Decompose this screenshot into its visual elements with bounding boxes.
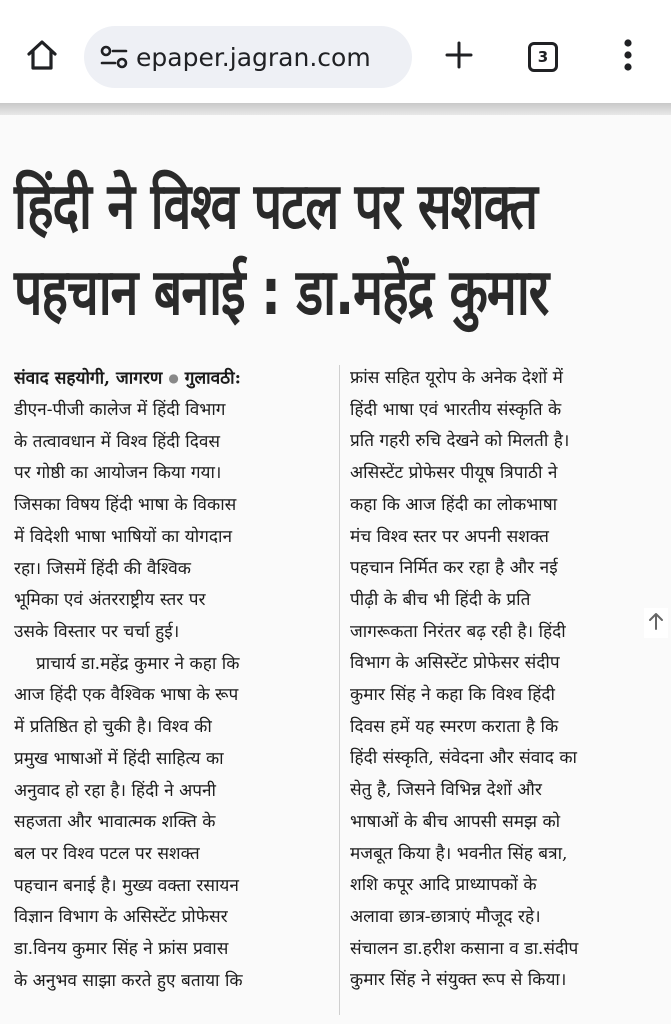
body-line: फ्रांस सहित यूरोप के अनेक देशों में bbox=[350, 368, 563, 388]
headline-line-1: हिंदी ने विश्व पटल पर सशक्त bbox=[14, 168, 538, 244]
plus-icon bbox=[444, 40, 474, 74]
address-bar[interactable] bbox=[84, 26, 412, 88]
body-line: में विदेशी भाषा भाषियों का योगदान bbox=[14, 526, 232, 547]
url-text[interactable]: epaper.jagran.com bbox=[136, 42, 371, 72]
body-line: मंच विश्व स्तर पर अपनी सशक्त bbox=[350, 526, 549, 547]
body-line: विज्ञान विभाग के असिस्टेंट प्रोफेसर bbox=[14, 907, 228, 928]
body-line: अलावा छात्र-छात्राएं मौजूद रहे। bbox=[350, 906, 541, 927]
body-line: अनुवाद हो रहा है। हिंदी ने अपनी bbox=[14, 780, 216, 801]
left-column bbox=[14, 363, 324, 997]
body-line: संचालन डा.हरीश कसाना व डा.संदीप bbox=[350, 938, 579, 959]
headline bbox=[14, 163, 659, 335]
body-line: बल पर विश्व पटल पर सशक्त bbox=[14, 843, 200, 864]
new-tab-button[interactable] bbox=[437, 35, 481, 79]
more-vert-icon bbox=[623, 38, 633, 76]
dateline-place: गुलावठी: bbox=[184, 368, 241, 389]
body-line: में प्रतिष्ठित हो चुकी है। विश्व की bbox=[14, 717, 212, 738]
body-line: प्रति गहरी रुचि देखने को मिलती है। bbox=[350, 431, 570, 452]
body-line: डीएन-पीजी कालेज में हिंदी विभाग bbox=[14, 400, 226, 421]
body-line: भाषाओं के बीच आपसी समझ को bbox=[350, 811, 561, 832]
body-line: कुमार सिंह ने संयुक्त रूप से किया। bbox=[350, 970, 567, 991]
right-column bbox=[350, 363, 660, 997]
body-line: पर गोष्ठी का आयोजन किया गया। bbox=[14, 463, 222, 484]
body-line: मजबूत किया है। भवनीत सिंह बत्रा, bbox=[350, 843, 568, 864]
body-line: दिवस हमें यह स्मरण कराता है कि bbox=[350, 716, 559, 737]
body-line: पहचान निर्मित कर रहा है और नई bbox=[350, 558, 558, 579]
byline: संवाद सहयोगी, जागरण bbox=[14, 368, 163, 389]
body-line: प्राचार्य डा.महेंद्र कुमार ने कहा कि bbox=[36, 653, 240, 674]
body-line: जागरूकता निरंतर बढ़ रही है। हिंदी bbox=[350, 621, 566, 642]
body-line: पीढ़ी के बीच भी हिंदी के प्रति bbox=[350, 589, 531, 610]
arrow-up-icon bbox=[648, 611, 664, 635]
headline-line-2: पहचान बनाई : डा.महेंद्र कुमार bbox=[14, 254, 549, 330]
body-line: कहा कि आज हिंदी का लोकभाषा bbox=[350, 494, 558, 515]
body-line: हिंदी संस्कृति, संवेदना और संवाद का bbox=[350, 748, 578, 769]
browser-toolbar bbox=[0, 0, 671, 106]
body-line: जिसका विषय हिंदी भाषा के विकास bbox=[14, 495, 237, 516]
body-line: डा.विनय कुमार सिंह ने फ्रांस प्रवास bbox=[14, 939, 229, 960]
body-line: कुमार सिंह ने कहा कि विश्व हिंदी bbox=[350, 685, 555, 706]
epaper-article bbox=[0, 115, 671, 1024]
tune-icon[interactable] bbox=[98, 41, 130, 73]
body-line: सेतु है, जिसने विभिन्न देशों और bbox=[350, 780, 542, 801]
home-button[interactable] bbox=[20, 35, 64, 79]
article-body bbox=[14, 363, 664, 1023]
toolbar-divider bbox=[0, 103, 671, 115]
body-line: के तत्वावधान में विश्व हिंदी दिवस bbox=[14, 431, 221, 452]
body-line: आज हिंदी एक वैश्विक भाषा के रूप bbox=[14, 685, 239, 706]
menu-button[interactable] bbox=[608, 35, 648, 79]
body-line: के अनुभव साझा करते हुए बताया कि bbox=[14, 970, 243, 991]
body-line: हिंदी भाषा एवं भारतीय संस्कृति के bbox=[350, 399, 562, 420]
scroll-up-button[interactable] bbox=[644, 608, 668, 638]
body-line: उसके विस्तार पर चर्चा हुई। bbox=[14, 621, 180, 642]
home-icon bbox=[25, 38, 59, 76]
column-divider bbox=[339, 365, 340, 1015]
body-line: शशि कपूर आदि प्राध्यापकों के bbox=[350, 875, 537, 896]
tab-count-badge: 3 bbox=[528, 42, 558, 72]
body-line: प्रमुख भाषाओं में हिंदी साहित्य का bbox=[14, 748, 224, 769]
tab-switcher-button[interactable] bbox=[524, 38, 562, 76]
body-line: भूमिका एवं अंतरराष्ट्रीय स्तर पर bbox=[14, 590, 206, 611]
body-line: रहा। जिसमें हिंदी की वैश्विक bbox=[14, 558, 191, 579]
dateline-bullet: ● bbox=[168, 371, 179, 385]
body-line: पहचान बनाई है। मुख्य वक्ता रसायन bbox=[14, 875, 239, 896]
body-line: सहजता और भावात्मक शक्ति के bbox=[14, 812, 216, 833]
body-line: असिस्टेंट प्रोफेसर पीयूष त्रिपाठी ने bbox=[350, 463, 558, 484]
body-line: विभाग के असिस्टेंट प्रोफेसर संदीप bbox=[350, 653, 560, 674]
dateline bbox=[14, 363, 324, 395]
